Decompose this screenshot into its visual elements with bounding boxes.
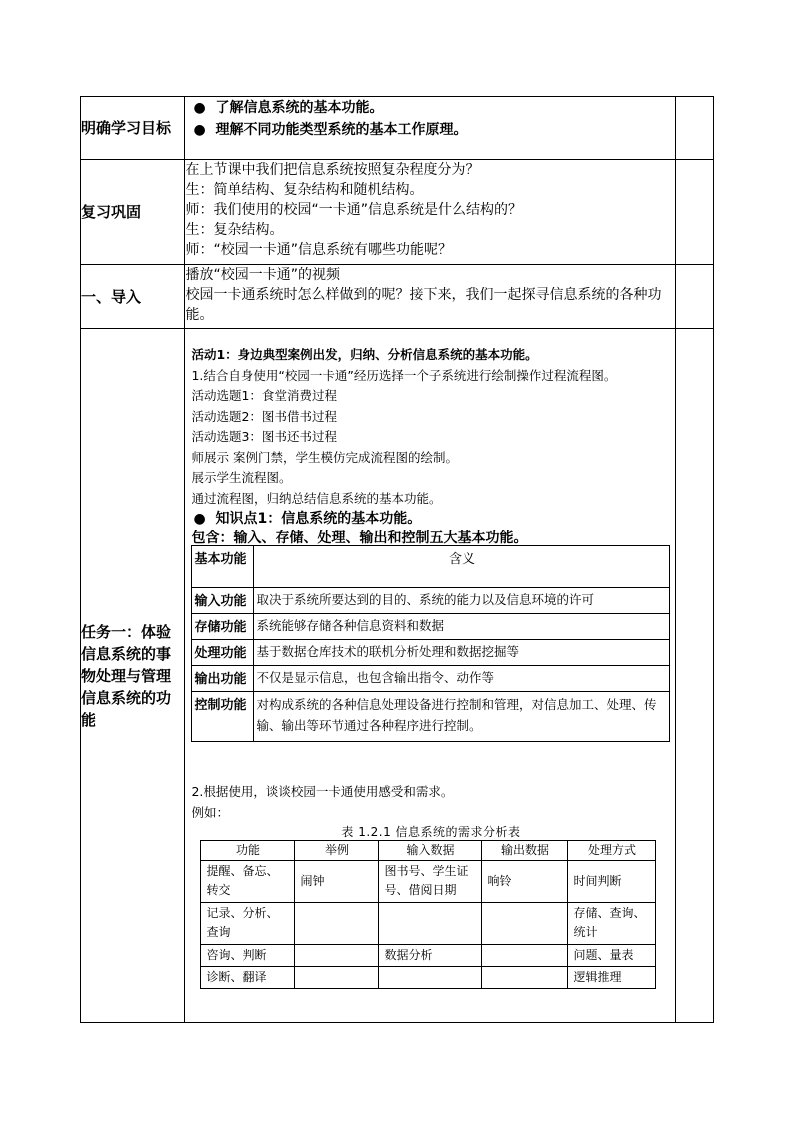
function-meaning: 系统能够存储各种信息资料和数据 — [254, 614, 670, 640]
review-line: 生：复杂结构。 — [185, 222, 284, 238]
goal-item: ● 了解信息系统的基本功能。 — [185, 97, 674, 119]
notes-cell — [675, 329, 713, 1023]
needs-cell: 图书号、学生证号、借阅日期 — [379, 861, 482, 903]
summary: 通过流程图，归纳总结信息系统的基本功能。 — [191, 490, 442, 506]
knowledge-point: ● 知识点1：信息系统的基本功能。 — [185, 509, 674, 530]
needs-cell: 诊断、翻译 — [201, 967, 295, 989]
notes-cell — [675, 160, 713, 265]
function-meaning: 取决于系统所要达到的目的、系统的能力以及信息环境的许可 — [254, 588, 670, 614]
step-1: 1.结合自身使用“校园一卡通”经历选择一个子系统进行绘制操作过程流程图。 — [191, 367, 617, 383]
needs-cell: 存储、查询、统计 — [568, 903, 656, 945]
function-table — [191, 545, 670, 742]
needs-cell — [379, 903, 482, 945]
needs-header: 输入数据 — [379, 841, 482, 861]
needs-cell — [295, 945, 379, 967]
needs-cell — [482, 945, 568, 967]
goal-item: ● 理解不同功能类型系统的基本工作原理。 — [185, 119, 674, 141]
needs-cell — [295, 903, 379, 945]
needs-table-caption: 表 1.2.1 信息系统的需求分析表 — [341, 825, 521, 839]
needs-header: 输出数据 — [482, 841, 568, 861]
notes-cell — [675, 265, 713, 329]
needs-table — [200, 840, 656, 989]
review-line: 在上节课中我们把信息系统按照复杂程度分为？ — [185, 162, 480, 178]
teacher-demo: 师展示 案例门禁，学生模仿完成流程图的绘制。 — [191, 449, 458, 465]
needs-cell: 记录、分析、查询 — [201, 903, 295, 945]
function-meaning: 对构成系统的各种信息处理设备进行控制和管理，对信息加工、处理、传输、输出等环节通过各种程序进行控制。 — [254, 692, 670, 742]
review-line: 师：我们使用的校园“一卡通”信息系统是什么结构的？ — [185, 202, 522, 218]
activity-title: 活动1：身边典型案例出发，归纳、分析信息系统的基本功能。 — [191, 347, 538, 362]
needs-cell: 逻辑推理 — [568, 967, 656, 989]
intro-line: 播放“校园一卡通”的视频 — [185, 267, 340, 283]
show-student: 展示学生流程图。 — [191, 470, 292, 485]
needs-cell: 闹钟 — [295, 861, 379, 903]
needs-cell: 响铃 — [482, 861, 568, 903]
topic-item: 活动选题3：图书还书过程 — [191, 429, 337, 444]
needs-row — [201, 861, 656, 903]
goals-label: 明确学习目标 — [81, 97, 185, 160]
function-meaning: 基于数据仓库技术的联机分析处理和数据挖掘等 — [254, 640, 670, 666]
review-row — [81, 160, 714, 265]
intro-label: 一、导入 — [81, 265, 185, 329]
needs-cell: 问题、量表 — [568, 945, 656, 967]
function-meaning: 不仅是显示信息，也包含输出指令、动作等 — [254, 666, 670, 692]
function-name: 存储功能 — [192, 614, 254, 640]
needs-cell: 数据分析 — [379, 945, 482, 967]
goals-row — [81, 97, 714, 160]
needs-cell: 提醒、备忘、转交 — [201, 861, 295, 903]
needs-header: 举例 — [295, 841, 379, 861]
meaning-header: 含义 — [254, 546, 670, 588]
needs-cell — [482, 903, 568, 945]
needs-header: 处理方式 — [568, 841, 656, 861]
intro-content — [185, 265, 675, 329]
intro-row — [81, 265, 714, 329]
needs-row — [201, 945, 656, 967]
needs-cell — [295, 967, 379, 989]
review-line: 生：简单结构、复杂结构和随机结构。 — [185, 182, 424, 198]
needs-cell: 时间判断 — [568, 861, 656, 903]
function-name: 输入功能 — [192, 588, 254, 614]
task-label: 任务一：体验信息系统的事物处理与管理信息系统的功能 — [81, 329, 185, 1023]
review-content — [185, 160, 675, 265]
function-name: 输出功能 — [192, 666, 254, 692]
lesson-plan-table — [80, 96, 714, 1023]
review-label: 复习巩固 — [81, 160, 185, 265]
bullet-icon: ● — [193, 511, 206, 527]
bullet-icon: ● — [193, 100, 206, 116]
review-line: 师：“校园一卡通”信息系统有哪些功能呢？ — [185, 242, 452, 258]
topic-item: 活动选题2：图书借书过程 — [191, 408, 337, 424]
step-2: 2.根据使用，谈谈校园一卡通使用感受和需求。 — [191, 784, 454, 799]
needs-header: 功能 — [201, 841, 295, 861]
needs-row — [201, 967, 656, 989]
includes-text: 包含：输入、存储、处理、输出和控制五大基本功能。 — [191, 530, 528, 545]
needs-cell — [379, 967, 482, 989]
goals-content — [185, 97, 675, 160]
example-label: 例如： — [191, 804, 229, 820]
task-content — [185, 329, 675, 1023]
intro-line: 校园一卡通系统时怎么样做到的呢？接下来，我们一起探寻信息系统的各种功能。 — [185, 287, 662, 323]
needs-cell — [482, 967, 568, 989]
function-header: 基本功能 — [192, 546, 254, 588]
notes-cell — [675, 97, 713, 160]
needs-cell: 咨询、判断 — [201, 945, 295, 967]
topic-item: 活动选题1：食堂消费过程 — [191, 388, 337, 403]
bullet-icon: ● — [193, 122, 206, 138]
task-row — [81, 329, 714, 1023]
function-name: 处理功能 — [192, 640, 254, 666]
needs-row — [201, 903, 656, 945]
function-name: 控制功能 — [192, 692, 254, 742]
